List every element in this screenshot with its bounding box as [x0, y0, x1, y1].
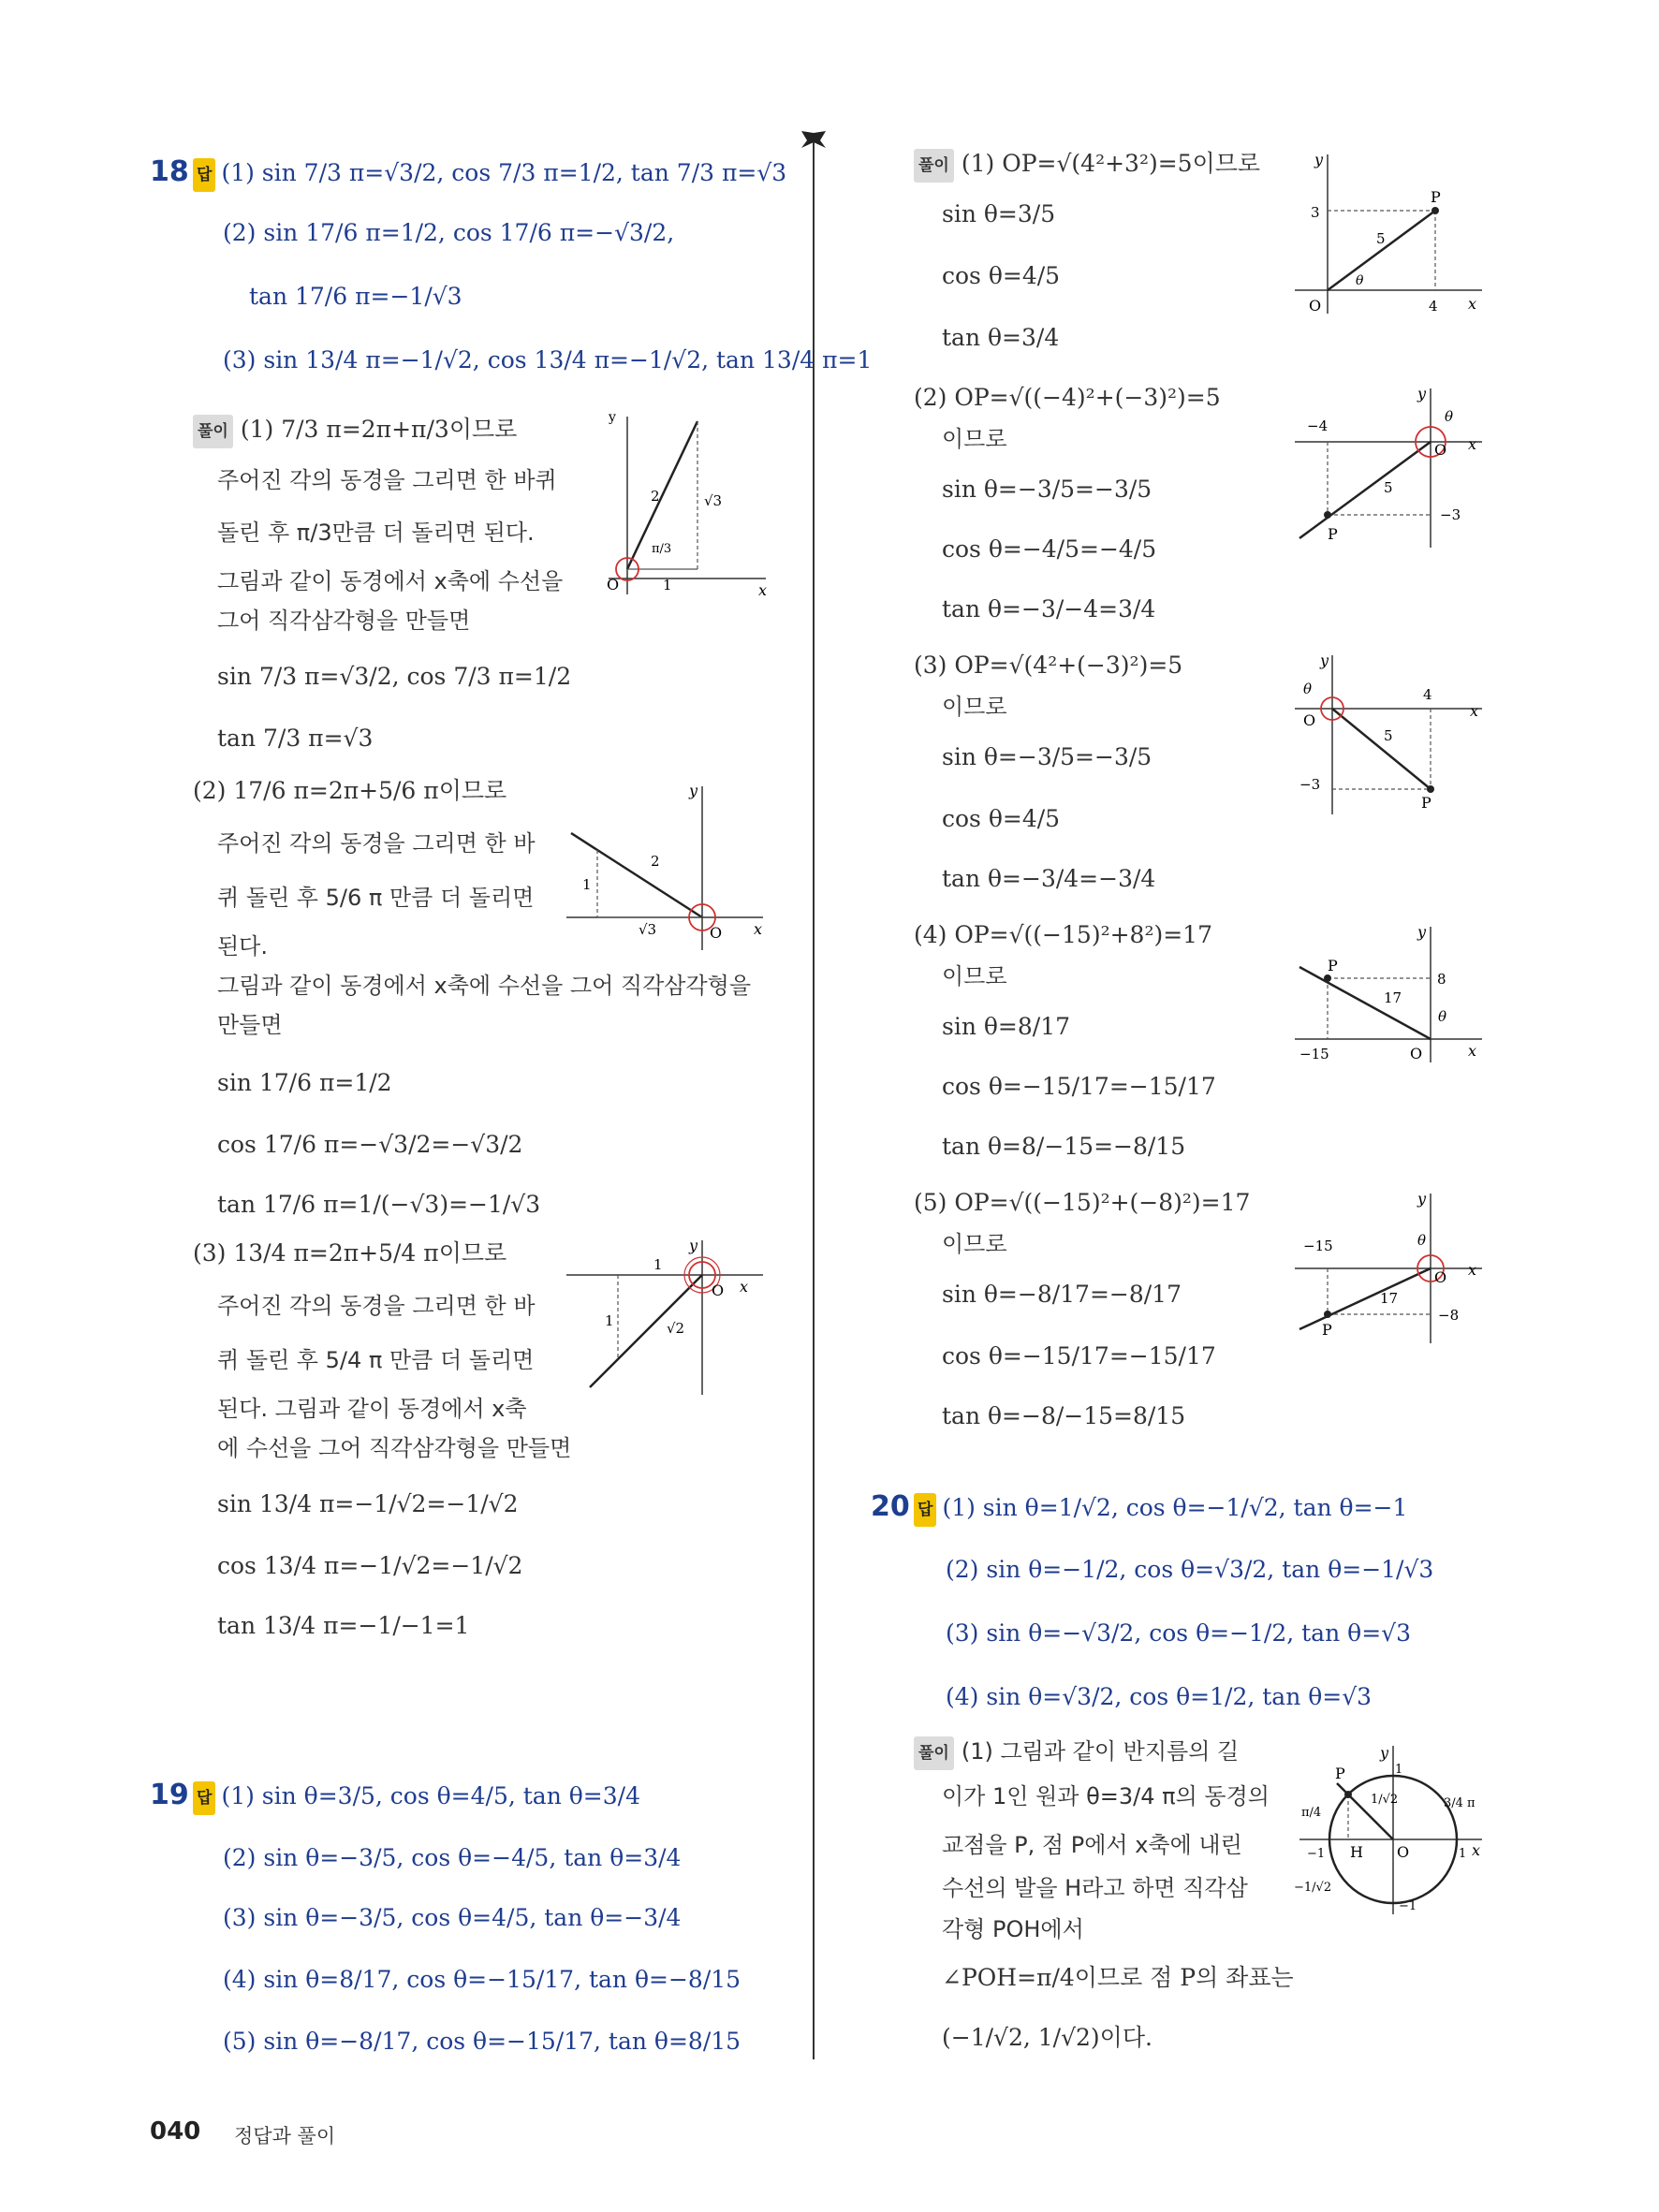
svg-text:x: x — [1472, 1841, 1481, 1859]
column-divider — [813, 140, 815, 2059]
figure-19-1 — [1290, 150, 1487, 318]
svg-text:θ: θ — [1438, 1008, 1447, 1025]
p19-sol-5-head: (5) OP=√((−15)²+(−8)²)=17 — [914, 1189, 1251, 1216]
p18-sol-2-eq3: tan 17/6 π=1/(−√3)=−1/√3 — [217, 1191, 541, 1218]
p19-sol-1-head: 풀이 (1) OP=√(4²+3²)=5이므로 — [914, 148, 1260, 183]
svg-text:O: O — [712, 1282, 725, 1299]
p18-sol-2-line2: 퀴 돌린 후 5/6 π 만큼 더 돌리면 — [217, 885, 535, 911]
figure-18-3 — [562, 1236, 768, 1404]
svg-text:5: 5 — [1376, 230, 1386, 247]
svg-text:2: 2 — [651, 488, 660, 505]
svg-text:1: 1 — [1459, 1847, 1467, 1861]
p18-sol-1-line2: 돌린 후 π/3만큼 더 돌리면 된다. — [217, 520, 535, 546]
svg-text:−8: −8 — [1438, 1307, 1460, 1324]
p19-sol-3-eq3: tan θ=−3/4=−3/4 — [942, 865, 1156, 892]
answer-tag: 답 — [193, 158, 215, 192]
figure-18-2 — [562, 777, 768, 955]
svg-text:−4: −4 — [1307, 417, 1329, 434]
svg-text:x: x — [1468, 1042, 1477, 1060]
p19-answer-1: 답 (1) sin θ=3/5, cos θ=4/5, tan θ=3/4 — [193, 1780, 640, 1815]
p19-sol-4-eq2: cos θ=−15/17=−15/17 — [942, 1073, 1216, 1100]
svg-text:√2: √2 — [667, 1320, 685, 1337]
svg-text:√3: √3 — [639, 921, 657, 938]
figure-18-1 — [599, 412, 768, 599]
divider-ornament-icon — [798, 129, 830, 152]
p20-answer-3: (3) sin θ=−√3/2, cos θ=−1/2, tan θ=√3 — [946, 1619, 1411, 1647]
svg-text:1: 1 — [663, 577, 672, 593]
p19-sol-2-l0: 이므로 — [942, 426, 1007, 452]
svg-text:3/4 π: 3/4 π — [1444, 1796, 1475, 1810]
p18-sol-2-eq2: cos 17/6 π=−√3/2=−√3/2 — [217, 1131, 523, 1158]
p20-sol-1-line2: 이가 1인 원과 θ=3/4 π의 동경의 — [942, 1783, 1270, 1809]
p18-answer-2b: tan 17/6 π=−1/√3 — [249, 283, 462, 310]
svg-text:O: O — [1434, 441, 1447, 459]
svg-text:y: y — [1417, 385, 1427, 403]
p18-answer-1: 답 (1) sin 7/3 π=√3/2, cos 7/3 π=1/2, tan 7/3 π=√3 — [193, 157, 786, 192]
svg-text:y: y — [689, 782, 698, 799]
svg-text:O: O — [1397, 1843, 1410, 1861]
svg-text:−15: −15 — [1303, 1238, 1333, 1254]
p19-sol-1-eq3: tan θ=3/4 — [942, 324, 1060, 351]
p18-sol-2-line5: 만들면 — [217, 1012, 283, 1038]
p18-sol-2-line1: 주어진 각의 동경을 그리면 한 바 — [217, 830, 536, 857]
p18-sol-2-eq1: sin 17/6 π=1/2 — [217, 1069, 392, 1096]
problem-number-19: 19 — [150, 1779, 189, 1811]
p19-sol-2-eq2: cos θ=−4/5=−4/5 — [942, 535, 1157, 563]
p19-sol-4-l0: 이므로 — [942, 963, 1007, 989]
svg-text:x: x — [754, 920, 763, 938]
p18-sol-1-line1: 주어진 각의 동경을 그리면 한 바퀴 — [217, 467, 557, 493]
p20-answer-1: 답 (1) sin θ=1/√2, cos θ=−1/√2, tan θ=−1 — [914, 1492, 1407, 1527]
svg-text:π/3: π/3 — [652, 542, 672, 556]
p19-answer-5: (5) sin θ=−8/17, cos θ=−15/17, tan θ=8/15 — [223, 2028, 741, 2055]
svg-text:x: x — [1468, 295, 1477, 313]
svg-text:−15: −15 — [1299, 1046, 1329, 1062]
p18-sol-3-line3: 된다. 그림과 같이 동경에서 x축 — [217, 1396, 527, 1422]
svg-text:P: P — [1431, 188, 1441, 206]
svg-text:P: P — [1335, 1765, 1345, 1782]
svg-text:y: y — [1320, 652, 1329, 669]
p18-answer-2a: (2) sin 17/6 π=1/2, cos 17/6 π=−√3/2, — [223, 219, 675, 246]
svg-text:−1/√2: −1/√2 — [1294, 1881, 1332, 1895]
p18-sol-3-eq2: cos 13/4 π=−1/√2=−1/√2 — [217, 1552, 523, 1579]
svg-text:x: x — [740, 1278, 749, 1296]
p18-sol-1-head: 풀이 (1) 7/3 π=2π+π/3이므로 — [193, 414, 517, 448]
p20-sol-1-line3: 교점을 P, 점 P에서 x축에 내린 — [942, 1832, 1242, 1858]
svg-text:y: y — [1380, 1744, 1389, 1762]
svg-text:θ: θ — [1445, 408, 1454, 425]
p19-sol-5-eq1: sin θ=−8/17=−8/17 — [942, 1281, 1182, 1308]
svg-text:y: y — [1417, 1190, 1427, 1208]
svg-text:P: P — [1322, 1321, 1332, 1339]
p19-sol-5-eq2: cos θ=−15/17=−15/17 — [942, 1342, 1216, 1370]
svg-text:4: 4 — [1429, 298, 1438, 315]
svg-text:x: x — [1468, 1261, 1477, 1279]
svg-text:17: 17 — [1380, 1290, 1399, 1307]
svg-text:θ: θ — [1356, 273, 1364, 288]
p18-sol-3-line4: 에 수선을 그어 직각삼각형을 만들면 — [217, 1435, 572, 1461]
p19-answer-3: (3) sin θ=−3/5, cos θ=4/5, tan θ=−3/4 — [223, 1904, 682, 1931]
svg-text:1: 1 — [605, 1312, 614, 1329]
p19-sol-3-l0: 이므로 — [942, 694, 1007, 720]
svg-text:1: 1 — [1395, 1763, 1403, 1777]
svg-text:−1: −1 — [1399, 1899, 1417, 1913]
p18-sol-2-line3: 된다. — [217, 933, 268, 960]
svg-text:y: y — [609, 412, 616, 425]
svg-text:π/4: π/4 — [1301, 1806, 1322, 1820]
problem-number-18: 18 — [150, 155, 189, 188]
svg-text:H: H — [1350, 1843, 1363, 1861]
p18-sol-1-eq1: sin 7/3 π=√3/2, cos 7/3 π=1/2 — [217, 663, 572, 690]
svg-text:5: 5 — [1384, 479, 1393, 496]
p18-answer-3: (3) sin 13/4 π=−1/√2, cos 13/4 π=−1/√2, tan 13/4 π=1 — [223, 346, 873, 374]
p20-sol-1-line7: (−1/√2, 1/√2)이다. — [942, 2024, 1152, 2051]
p20-sol-1-line4: 수선의 발을 H라고 하면 직각삼 — [942, 1875, 1248, 1901]
p19-sol-5-l0: 이므로 — [942, 1231, 1007, 1257]
svg-text:P: P — [1328, 525, 1338, 543]
page-number: 040 — [150, 2117, 201, 2146]
svg-text:1: 1 — [582, 876, 592, 893]
figure-19-5 — [1290, 1189, 1487, 1348]
svg-text:2: 2 — [651, 853, 660, 870]
svg-text:1: 1 — [653, 1256, 663, 1273]
p19-sol-2-eq1: sin θ=−3/5=−3/5 — [942, 476, 1152, 503]
p19-answer-2: (2) sin θ=−3/5, cos θ=−4/5, tan θ=3/4 — [223, 1844, 682, 1871]
p19-sol-2-head: (2) OP=√((−4)²+(−3)²)=5 — [914, 384, 1221, 411]
svg-text:x: x — [1468, 435, 1477, 453]
svg-text:√3: √3 — [704, 492, 723, 509]
p19-sol-3-head: (3) OP=√(4²+(−3)²)=5 — [914, 652, 1183, 679]
p18-sol-3-line2: 퀴 돌린 후 5/4 π 만큼 더 돌리면 — [217, 1347, 535, 1373]
p19-sol-3-eq1: sin θ=−3/5=−3/5 — [942, 743, 1152, 770]
svg-text:4: 4 — [1423, 686, 1432, 703]
p18-sol-3-line1: 주어진 각의 동경을 그리면 한 바 — [217, 1293, 536, 1319]
p20-sol-1-line5: 각형 POH에서 — [942, 1916, 1084, 1942]
svg-text:−3: −3 — [1440, 506, 1461, 523]
p19-sol-3-eq2: cos θ=4/5 — [942, 805, 1061, 832]
svg-text:O: O — [1434, 1268, 1447, 1286]
p20-answer-2: (2) sin θ=−1/2, cos θ=√3/2, tan θ=−1/√3 — [946, 1556, 1434, 1583]
figure-19-2 — [1290, 384, 1487, 552]
svg-text:O: O — [1309, 297, 1322, 315]
p18-sol-2-line4: 그림과 같이 동경에서 x축에 수선을 그어 직각삼각형을 — [217, 973, 752, 999]
svg-text:8: 8 — [1437, 971, 1446, 988]
p18-sol-1-line4: 그어 직각삼각형을 만들면 — [217, 608, 471, 634]
figure-20-1 — [1290, 1741, 1487, 1919]
p18-sol-1-eq2: tan 7/3 π=√3 — [217, 725, 374, 752]
p18-sol-2-head: (2) 17/6 π=2π+5/6 π이므로 — [193, 777, 507, 804]
svg-text:5: 5 — [1384, 727, 1393, 744]
p19-sol-1-eq1: sin θ=3/5 — [942, 200, 1056, 227]
svg-text:−1: −1 — [1307, 1847, 1326, 1861]
p19-answer-4: (4) sin θ=8/17, cos θ=−15/17, tan θ=−8/15 — [223, 1966, 741, 1993]
svg-text:1/√2: 1/√2 — [1371, 1793, 1399, 1807]
p20-answer-4: (4) sin θ=√3/2, cos θ=1/2, tan θ=√3 — [946, 1683, 1373, 1710]
svg-text:θ: θ — [1303, 681, 1313, 697]
p19-sol-4-head: (4) OP=√((−15)²+8²)=17 — [914, 921, 1212, 948]
p18-sol-3-head: (3) 13/4 π=2π+5/4 π이므로 — [193, 1239, 507, 1267]
p19-sol-4-eq3: tan θ=8/−15=−8/15 — [942, 1133, 1186, 1160]
svg-text:x: x — [758, 581, 768, 599]
svg-text:O: O — [710, 924, 723, 942]
svg-text:O: O — [1410, 1045, 1423, 1062]
svg-text:17: 17 — [1384, 989, 1402, 1006]
svg-text:x: x — [1470, 702, 1479, 720]
p18-sol-3-eq3: tan 13/4 π=−1/−1=1 — [217, 1612, 470, 1639]
figure-19-4 — [1290, 922, 1487, 1072]
p19-sol-4-eq1: sin θ=8/17 — [942, 1013, 1071, 1040]
svg-text:O: O — [1303, 711, 1316, 729]
svg-text:y: y — [1314, 151, 1324, 168]
p20-sol-1-line1: 풀이 (1) 그림과 같이 반지름의 길 — [914, 1736, 1239, 1770]
p18-sol-1-line3: 그림과 같이 동경에서 x축에 수선을 — [217, 568, 564, 594]
p19-sol-2-eq3: tan θ=−3/−4=3/4 — [942, 595, 1156, 623]
svg-text:y: y — [689, 1237, 698, 1254]
solution-tag: 풀이 — [193, 415, 233, 448]
p19-sol-5-eq3: tan θ=−8/−15=8/15 — [942, 1402, 1186, 1429]
svg-text:−3: −3 — [1299, 776, 1321, 793]
p18-sol-3-eq1: sin 13/4 π=−1/√2=−1/√2 — [217, 1490, 519, 1517]
p19-sol-1-eq2: cos θ=4/5 — [942, 262, 1061, 289]
figure-19-3 — [1290, 651, 1487, 819]
p20-sol-1-line6: ∠POH=π/4이므로 점 P의 좌표는 — [942, 1964, 1294, 1991]
problem-number-20: 20 — [871, 1490, 910, 1523]
page-footer-label: 정답과 풀이 — [234, 2125, 336, 2147]
svg-text:P: P — [1328, 957, 1338, 974]
svg-text:3: 3 — [1311, 204, 1320, 221]
svg-text:P: P — [1421, 794, 1431, 812]
svg-text:θ: θ — [1417, 1232, 1427, 1249]
svg-text:O: O — [607, 576, 620, 593]
svg-text:y: y — [1417, 923, 1427, 941]
